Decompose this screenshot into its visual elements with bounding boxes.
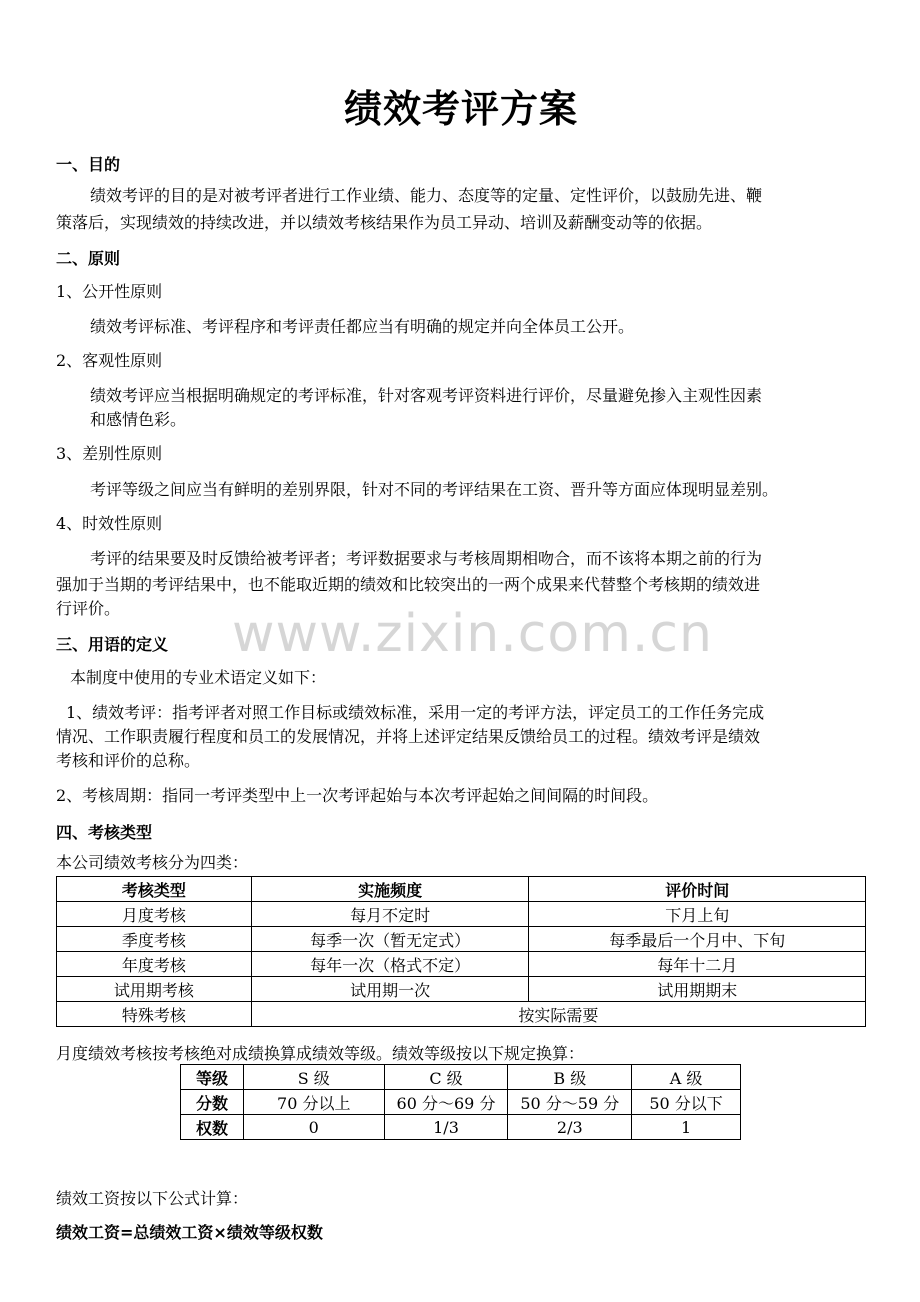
- table-cell: 试用期考核: [57, 977, 252, 1002]
- page-title: 绩效考评方案: [343, 87, 578, 131]
- principle-title: 2、客观性原则: [56, 351, 163, 370]
- principle-title: 4、时效性原则: [56, 514, 163, 533]
- table-cell: 下月上旬: [529, 902, 866, 927]
- paragraph-line: 行评价。: [56, 599, 121, 618]
- table-row: [57, 952, 866, 977]
- section-heading-principles: 二、原则: [56, 249, 121, 268]
- paragraph-line: 绩效考评标准、考评程序和考评责任都应当有明确的规定并向全体员工公开。: [90, 317, 635, 336]
- table-cell: B 级: [508, 1065, 632, 1090]
- grade-conversion-table: [180, 1064, 741, 1140]
- table-cell: 70 分以上: [243, 1090, 384, 1115]
- table-header-cell: 实施频度: [251, 877, 529, 902]
- table-cell: A 级: [632, 1065, 741, 1090]
- table-cell: 2/3: [508, 1115, 632, 1140]
- table-cell: C 级: [384, 1065, 508, 1090]
- table-cell: 试用期一次: [251, 977, 529, 1002]
- table-cell: 0: [243, 1115, 384, 1140]
- assessment-types-table: [56, 876, 866, 1027]
- paragraph-line: 2、考核周期：指同一考评类型中上一次考评起始与本次考评起始之间间隔的时间段。: [56, 786, 659, 805]
- formula-intro: 绩效工资按以下公式计算：: [56, 1189, 249, 1208]
- table-cell: 月度考核: [57, 902, 252, 927]
- table-cell: 每月不定时: [251, 902, 529, 927]
- paragraph-line: 考评等级之间应当有鲜明的差别界限，针对不同的考评结果在工资、晋升等方面应体现明显差别。: [90, 480, 779, 499]
- paragraph-line: 考评的结果要及时反馈给被考评者；考评数据要求与考核周期相吻合，而不该将本期之前的行为: [90, 549, 763, 568]
- table-cell: 50 分～59 分: [508, 1090, 632, 1115]
- table-cell: 特殊考核: [57, 1002, 252, 1027]
- paragraph-line: 强加于当期的考评结果中，也不能取近期的绩效和比较突出的一两个成果来代替整个考核期的绩效进: [56, 575, 761, 594]
- watermark: www.zixin.com.cn: [232, 604, 713, 664]
- section-heading-purpose: 一、目的: [56, 155, 121, 174]
- table-header-cell: 评价时间: [529, 877, 866, 902]
- principle-title: 1、公开性原则: [56, 282, 163, 301]
- table-cell: 按实际需要: [251, 1002, 865, 1027]
- table-cell: 季度考核: [57, 927, 252, 952]
- paragraph-line: 本制度中使用的专业术语定义如下：: [70, 668, 327, 687]
- table-cell: 每年十二月: [529, 952, 866, 977]
- paragraph-line: 绩效考评的目的是对被考评者进行工作业绩、能力、态度等的定量、定性评价，以鼓励先进、鞭: [90, 186, 763, 205]
- table-row: [181, 1090, 741, 1115]
- table-intro: 本公司绩效考核分为四类：: [56, 853, 249, 872]
- paragraph-line: 和感情色彩。: [90, 410, 187, 429]
- table-row: [181, 1115, 741, 1140]
- table-row: [57, 1002, 866, 1027]
- table-header-cell: 考核类型: [57, 877, 252, 902]
- section-heading-assessment-types: 四、考核类型: [56, 823, 153, 842]
- paragraph-line: 绩效考评应当根据明确规定的考评标准，针对客观考评资料进行评价，尽量避免掺入主观性因素: [90, 386, 763, 405]
- table-row: [57, 977, 866, 1002]
- table-header-row: [57, 877, 866, 902]
- table-row: [57, 927, 866, 952]
- table-note: 月度绩效考核按考核绝对成绩换算成绩效等级。绩效等级按以下规定换算：: [56, 1044, 585, 1063]
- section-heading-definitions: 三、用语的定义: [56, 635, 169, 654]
- row-label: 分数: [181, 1090, 244, 1115]
- table-cell: 年度考核: [57, 952, 252, 977]
- table-cell: 每季最后一个月中、下旬: [529, 927, 866, 952]
- paragraph-line: 情况、工作职责履行程度和员工的发展情况，并将上述评定结果反馈给员工的过程。绩效考评是绩效: [56, 727, 761, 746]
- paragraph-line: 考核和评价的总称。: [56, 751, 201, 770]
- table-cell: 50 分以下: [632, 1090, 741, 1115]
- row-label: 等级: [181, 1065, 244, 1090]
- table-cell: S 级: [243, 1065, 384, 1090]
- table-cell: 每季一次（暂无定式）: [251, 927, 529, 952]
- table-cell: 1: [632, 1115, 741, 1140]
- table-cell: 试用期期末: [529, 977, 866, 1002]
- row-label: 权数: [181, 1115, 244, 1140]
- table-cell: 1/3: [384, 1115, 508, 1140]
- paragraph-line: 策落后，实现绩效的持续改进，并以绩效考核结果作为员工异动、培训及薪酬变动等的依据。: [56, 213, 713, 232]
- table-row: [181, 1065, 741, 1090]
- table-cell: 每年一次（格式不定）: [251, 952, 529, 977]
- principle-title: 3、差别性原则: [56, 444, 163, 463]
- table-cell: 60 分～69 分: [384, 1090, 508, 1115]
- paragraph-line: 1、绩效考评：指考评者对照工作目标或绩效标准，采用一定的考评方法，评定员工的工作任务完成: [66, 703, 765, 722]
- table-row: [57, 902, 866, 927]
- formula: 绩效工资=总绩效工资×绩效等级权数: [56, 1223, 323, 1242]
